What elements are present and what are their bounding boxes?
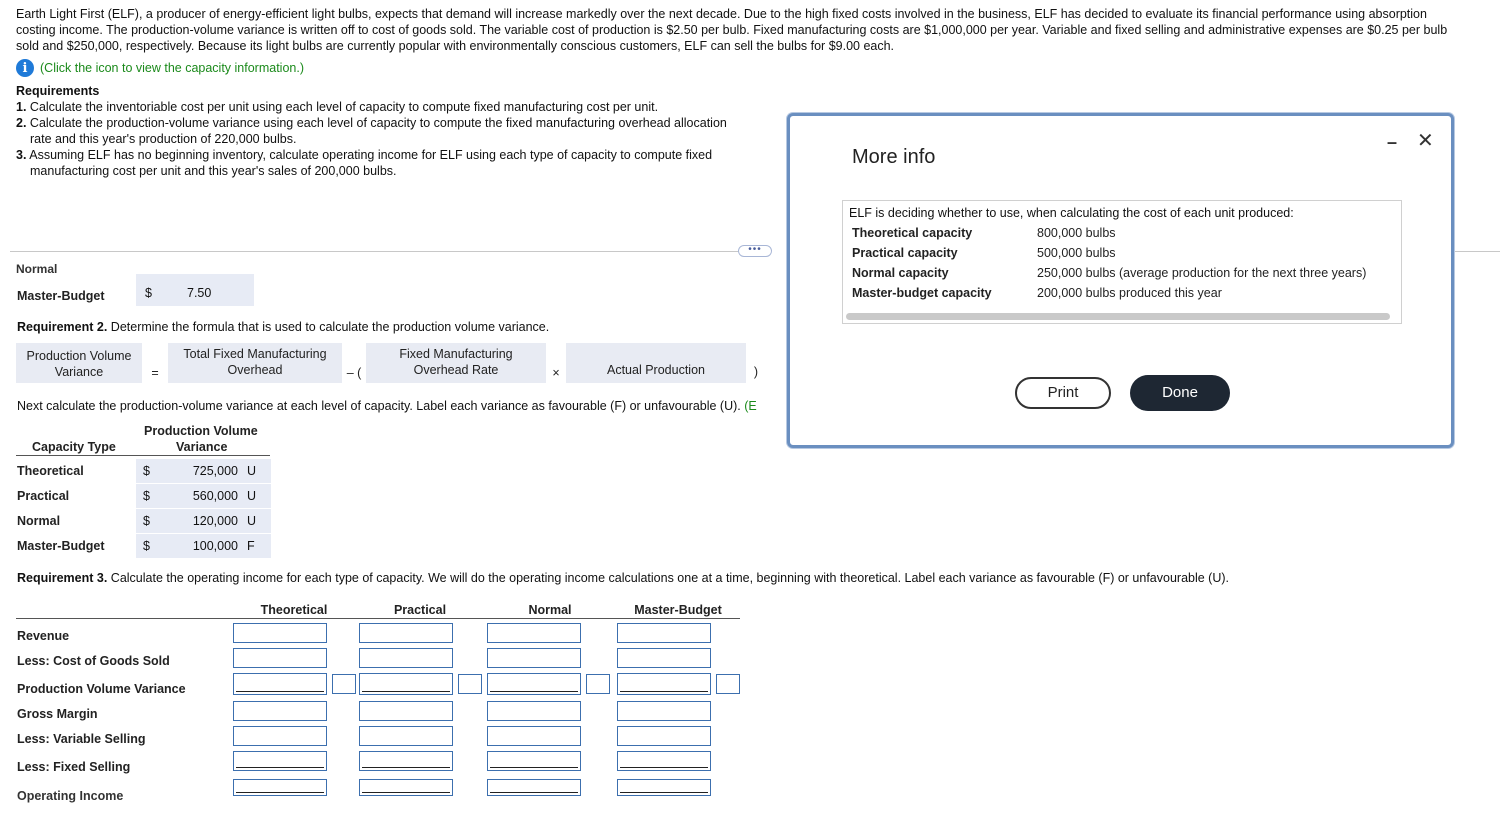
capacity-type-label: Theoretical bbox=[17, 464, 84, 478]
amount-input[interactable] bbox=[487, 673, 581, 695]
info-icon[interactable]: i bbox=[16, 59, 34, 77]
currency-symbol: $ bbox=[143, 539, 150, 553]
row-label-revenue: Revenue bbox=[17, 629, 70, 643]
requirement-1 bbox=[16, 99, 776, 115]
column-header-master-budget: Master-Budget bbox=[634, 603, 722, 617]
requirement-prompt-text: Determine the formula that is used to calculate the production volume variance. bbox=[107, 320, 550, 334]
requirement-number: 1. bbox=[16, 100, 27, 114]
formula-row bbox=[16, 343, 766, 383]
column-header-normal: Normal bbox=[528, 603, 572, 617]
amount-input[interactable] bbox=[617, 648, 711, 668]
intro-line: Earth Light First (ELF), a producer of energy-efficient light bulbs, expects that demand will increase markedly over the next decade. Due to the high fixed costs involved in the business, ELF has decided to evaluate its financial performance using absorption bbox=[16, 7, 1427, 21]
amount-input[interactable] bbox=[487, 701, 581, 721]
column-header-practical: Practical bbox=[393, 603, 447, 617]
capacity-type-label: Master-Budget bbox=[17, 539, 105, 553]
amount-input[interactable] bbox=[233, 673, 327, 695]
amount-input[interactable] bbox=[359, 726, 453, 746]
problem-statement bbox=[16, 6, 1500, 54]
amount-input[interactable] bbox=[359, 623, 453, 643]
close-icon[interactable]: ✕ bbox=[1417, 130, 1434, 152]
row-label-operating-income: Operating Income bbox=[17, 789, 124, 803]
formula-text: Overhead Rate bbox=[413, 363, 499, 377]
expand-section-button[interactable]: ••• bbox=[738, 245, 772, 257]
done-button[interactable]: Done bbox=[1130, 375, 1230, 411]
capacity-type-label: Practical bbox=[17, 489, 70, 503]
requirement-2-cont: rate and this year's production of 220,000 bulbs. bbox=[30, 132, 297, 146]
capacity-label: Theoretical capacity bbox=[852, 226, 973, 240]
currency-symbol: $ bbox=[145, 286, 152, 300]
table-row bbox=[17, 464, 277, 484]
instruction-text: Next calculate the production-volume variance at each level of capacity. Label each variance as favourable (F) or unfavourable (U). bbox=[17, 399, 745, 413]
section-divider bbox=[10, 251, 740, 252]
variance-value[interactable]: 725,000 bbox=[192, 464, 238, 478]
formula-text: Overhead bbox=[227, 363, 283, 377]
table-header-rule bbox=[16, 618, 740, 619]
formula-fixed-overhead-rate[interactable] bbox=[366, 346, 546, 378]
formula-operator: × bbox=[552, 366, 560, 380]
capacity-label: Normal capacity bbox=[852, 266, 949, 280]
requirements-heading: Requirements bbox=[16, 84, 100, 98]
table-row bbox=[17, 539, 277, 559]
amount-input[interactable] bbox=[617, 779, 711, 796]
master-budget-label: Master-Budget bbox=[17, 289, 105, 303]
requirement-number: 3. bbox=[16, 148, 27, 162]
requirement-3-prompt bbox=[17, 571, 1229, 585]
currency-symbol: $ bbox=[143, 464, 150, 478]
table-row bbox=[17, 489, 277, 509]
requirement-3-cont: manufacturing cost per unit and this year's sales of 200,000 bulbs. bbox=[30, 164, 397, 178]
requirement-label: Requirement 3. bbox=[17, 571, 108, 585]
capacity-value: 500,000 bulbs bbox=[1037, 246, 1116, 260]
more-info-dialog bbox=[787, 113, 1454, 448]
amount-input[interactable] bbox=[617, 751, 711, 771]
table-row bbox=[17, 514, 277, 534]
formula-text: Fixed Manufacturing bbox=[399, 347, 513, 361]
currency-symbol: $ bbox=[143, 514, 150, 528]
column-header: Capacity Type bbox=[32, 440, 116, 454]
dialog-title: More info bbox=[852, 146, 936, 168]
capacity-row bbox=[852, 246, 1392, 266]
variance-value[interactable]: 560,000 bbox=[192, 489, 238, 503]
help-link[interactable]: (E bbox=[744, 399, 757, 413]
requirement-2 bbox=[16, 115, 776, 131]
requirement-3 bbox=[16, 147, 776, 163]
table-header-rule bbox=[16, 455, 270, 456]
amount-input[interactable] bbox=[487, 726, 581, 746]
row-label-fixed-selling: Less: Fixed Selling bbox=[17, 760, 131, 774]
amount-input[interactable] bbox=[359, 701, 453, 721]
capacity-info-text[interactable]: (Click the icon to view the capacity information.) bbox=[40, 61, 304, 75]
amount-input[interactable] bbox=[359, 673, 453, 695]
formula-text: Production Volume bbox=[26, 349, 132, 363]
print-button[interactable]: Print bbox=[1015, 377, 1111, 409]
capacity-row bbox=[852, 266, 1392, 286]
requirement-text: Calculate the production-volume variance using each level of capacity to compute the fixed manufacturing overhead allocation bbox=[29, 116, 727, 130]
variance-label[interactable]: U bbox=[247, 464, 257, 478]
amount-input[interactable] bbox=[487, 751, 581, 771]
formula-production-volume-variance[interactable] bbox=[16, 348, 142, 380]
column-header-theoretical: Theoretical bbox=[260, 603, 328, 617]
amount-input[interactable] bbox=[487, 623, 581, 643]
amount-input[interactable] bbox=[359, 779, 453, 796]
row-label-variable-selling: Less: Variable Selling bbox=[17, 732, 146, 746]
capacity-row bbox=[852, 226, 1392, 246]
master-budget-cost-value[interactable]: 7.50 bbox=[187, 286, 212, 300]
minimize-icon[interactable]: – bbox=[1387, 132, 1398, 152]
section-divider bbox=[1455, 251, 1500, 252]
amount-input[interactable] bbox=[233, 751, 327, 771]
column-header: Production Volume bbox=[144, 424, 258, 438]
formula-text: Variance bbox=[54, 365, 104, 379]
capacity-type-label: Normal bbox=[17, 514, 61, 528]
formula-actual-production[interactable]: Actual Production bbox=[607, 363, 705, 377]
variance-label-input[interactable] bbox=[716, 674, 740, 694]
amount-input[interactable] bbox=[359, 751, 453, 771]
cut-off-row-label: Normal bbox=[16, 262, 58, 276]
horizontal-scrollbar[interactable] bbox=[846, 313, 1390, 320]
formula-operator: – ( bbox=[346, 366, 362, 380]
row-label-gross-margin: Gross Margin bbox=[17, 707, 98, 721]
capacity-info-link[interactable] bbox=[16, 59, 304, 77]
intro-line: costing income. The production-volume variance is written off to cost of goods sold. The variable cost of production is $2.50 per bulb. Fixed manufacturing costs are $1,000,000 per year. Variable and fixed selling and administrative expenses are $0.25 per bulb bbox=[16, 23, 1448, 37]
requirement-prompt-text: Calculate the operating income for each type of capacity. We will do the operating income calculations one at a time, beginning with theoretical. Label each variance as favourable (F) or unfavourable (U). bbox=[107, 571, 1229, 585]
variance-label-input[interactable] bbox=[458, 674, 482, 694]
row-label-pv-variance: Production Volume Variance bbox=[17, 682, 186, 696]
variance-label-input[interactable] bbox=[332, 674, 356, 694]
amount-input[interactable] bbox=[359, 648, 453, 668]
variance-label-input[interactable] bbox=[586, 674, 610, 694]
variance-value[interactable]: 100,000 bbox=[192, 539, 238, 553]
capacity-label: Practical capacity bbox=[852, 246, 958, 260]
capacity-label: Master-budget capacity bbox=[852, 286, 992, 300]
variance-label[interactable]: U bbox=[247, 514, 257, 528]
amount-input[interactable] bbox=[233, 779, 327, 796]
capacity-row bbox=[852, 286, 1392, 306]
capacity-info-intro: ELF is deciding whether to use, when calculating the cost of each unit produced: bbox=[849, 206, 1294, 220]
formula-operator: ) bbox=[753, 365, 759, 379]
requirement-2-prompt bbox=[17, 320, 549, 334]
variance-label[interactable]: U bbox=[247, 489, 257, 503]
requirement-text: Assuming ELF has no beginning inventory, calculate operating income for ELF using each type of capacity to compute fixed bbox=[29, 148, 713, 162]
variance-label[interactable]: F bbox=[247, 539, 255, 553]
amount-input[interactable] bbox=[233, 701, 327, 721]
requirement-number: 2. bbox=[16, 116, 27, 130]
amount-input[interactable] bbox=[487, 779, 581, 796]
amount-input[interactable] bbox=[233, 623, 327, 643]
amount-input[interactable] bbox=[233, 726, 327, 746]
amount-input[interactable] bbox=[617, 673, 711, 695]
capacity-value: 200,000 bulbs produced this year bbox=[1037, 286, 1222, 300]
column-header: Variance bbox=[176, 440, 228, 454]
capacity-info-box bbox=[842, 200, 1402, 324]
requirement-label: Requirement 2. bbox=[17, 320, 108, 334]
row-label-cogs: Less: Cost of Goods Sold bbox=[17, 654, 170, 668]
formula-operator: = bbox=[151, 366, 159, 380]
requirements-list bbox=[16, 83, 776, 179]
requirement-text: Calculate the inventoriable cost per unit using each level of capacity to compute fixed manufacturing cost per unit. bbox=[29, 100, 659, 114]
capacity-value: 800,000 bulbs bbox=[1037, 226, 1116, 240]
currency-symbol: $ bbox=[143, 489, 150, 503]
variance-value[interactable]: 120,000 bbox=[192, 514, 238, 528]
amount-input[interactable] bbox=[617, 726, 711, 746]
amount-input[interactable] bbox=[487, 648, 581, 668]
intro-line: sold and $250,000, respectively. Because its light bulbs are currently popular with environmentally conscious customers, ELF can sell the bulbs for $9.00 each. bbox=[16, 39, 895, 53]
capacity-value: 250,000 bulbs (average production for the next three years) bbox=[1037, 266, 1367, 280]
formula-total-fixed-overhead[interactable] bbox=[168, 346, 342, 378]
amount-input[interactable] bbox=[617, 701, 711, 721]
amount-input[interactable] bbox=[617, 623, 711, 643]
formula-text: Total Fixed Manufacturing bbox=[183, 347, 327, 361]
amount-input[interactable] bbox=[233, 648, 327, 668]
production-volume-instructions bbox=[17, 399, 757, 413]
